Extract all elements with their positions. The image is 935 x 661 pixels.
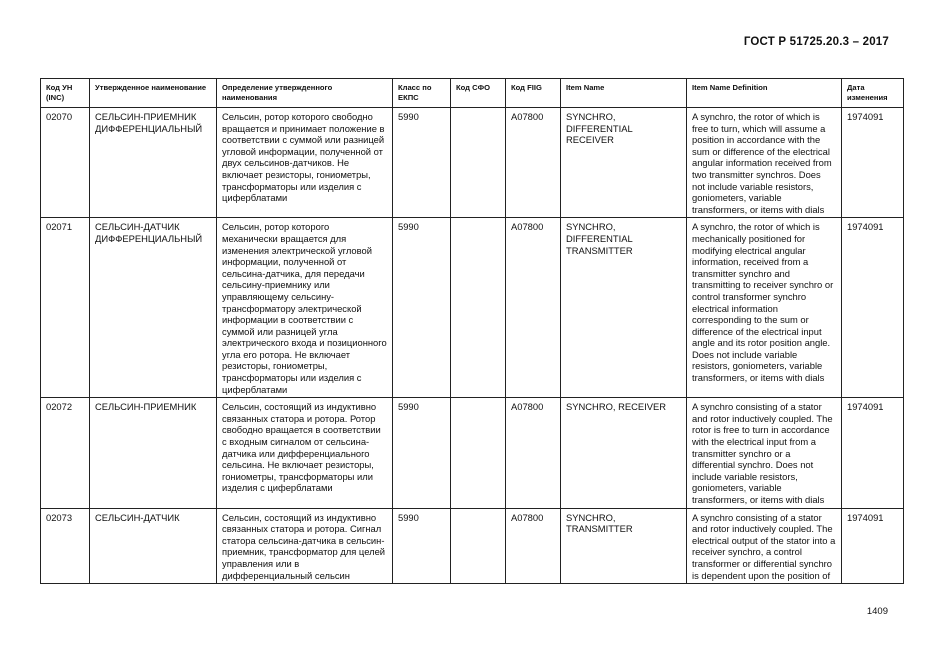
column-header-inc: Код УН (INC) bbox=[41, 79, 90, 108]
document-standard-header: ГОСТ Р 51725.20.3 – 2017 bbox=[743, 36, 889, 48]
column-header-item-name: Item Name bbox=[561, 79, 687, 108]
cell-inc: 02073 bbox=[41, 508, 90, 584]
table-row bbox=[41, 218, 904, 398]
cell-fiig: A07800 bbox=[506, 108, 561, 218]
column-header-sfo: Код СФО bbox=[451, 79, 506, 108]
column-header-definition-ru: Определение утвержденного наименования bbox=[217, 79, 393, 108]
cell-inc: 02071 bbox=[41, 218, 90, 398]
column-header-name-ru: Утвержденное наименование bbox=[90, 79, 217, 108]
cell-inc: 02072 bbox=[41, 398, 90, 508]
column-header-ekps: Класс по ЕКПС bbox=[393, 79, 451, 108]
cell-item-definition: A synchro consisting of a stator and rotor inductively coupled. The rotor is free to turn in accordance with the electrical input from a transmitter synchro or a differential synchro. Does not include variable resistors, goniometers, variable transformers, or items with dials bbox=[687, 398, 842, 508]
cell-ekps: 5990 bbox=[393, 398, 451, 508]
cell-ekps: 5990 bbox=[393, 508, 451, 584]
cell-definition-ru: Сельсин, ротор которого свободно вращается и принимает положение в соответствии с суммой или разницей угловой информации, полученной от двух сельсинов-датчиков. Не включает резисторы, гониометры, трансформаторы или изделия с циферблатами bbox=[217, 108, 393, 218]
table-row bbox=[41, 398, 904, 508]
cell-sfo bbox=[451, 108, 506, 218]
cell-ekps: 5990 bbox=[393, 218, 451, 398]
cell-fiig: A07800 bbox=[506, 398, 561, 508]
cell-name-ru: СЕЛЬСИН-ДАТЧИК bbox=[90, 508, 217, 584]
table-header-row bbox=[41, 79, 904, 108]
cell-fiig: A07800 bbox=[506, 508, 561, 584]
catalog-table bbox=[40, 78, 904, 584]
cell-item-definition: A synchro, the rotor of which is free to turn, which will assume a position in accordance with the sum or difference of the electrical angular information received from two transmitter synchros. Does not include variable resistors, goniometers, variable transformers, or items with dials bbox=[687, 108, 842, 218]
cell-sfo bbox=[451, 218, 506, 398]
page-number: 1409 bbox=[866, 606, 888, 617]
cell-inc: 02070 bbox=[41, 108, 90, 218]
cell-item-definition: A synchro, the rotor of which is mechanically positioned for modifying electrical angular information, received from a transmitter synchro and transmitting to receiver synchro or control transformer synchro electrical information corresponding to the sum or difference of the electrical input angle and its rotor position angle. Does not include variable resistors, goniometers, variable transformers, or items with dials bbox=[687, 218, 842, 398]
column-header-item-definition: Item Name Definition bbox=[687, 79, 842, 108]
cell-fiig: A07800 bbox=[506, 218, 561, 398]
cell-date: 1974091 bbox=[842, 508, 904, 584]
cell-item-definition: A synchro consisting of a stator and rotor inductively coupled. The electrical output of the stator into a receiver synchro, a control transformer or differential synchro is dependent upon the position of bbox=[687, 508, 842, 584]
cell-date: 1974091 bbox=[842, 108, 904, 218]
cell-item-name: SYNCHRO, RECEIVER bbox=[561, 398, 687, 508]
column-header-date: Дата изменения bbox=[842, 79, 904, 108]
cell-item-name: SYNCHRO, DIFFERENTIAL TRANSMITTER bbox=[561, 218, 687, 398]
cell-item-name: SYNCHRO, TRANSMITTER bbox=[561, 508, 687, 584]
cell-item-name: SYNCHRO, DIFFERENTIAL RECEIVER bbox=[561, 108, 687, 218]
cell-sfo bbox=[451, 398, 506, 508]
cell-date: 1974091 bbox=[842, 218, 904, 398]
cell-name-ru: СЕЛЬСИН-ПРИЕМНИК bbox=[90, 398, 217, 508]
cell-definition-ru: Сельсин, состоящий из индуктивно связанных статора и ротора. Ротор свободно вращается в соответствии с входным сигналом от сельсина-датчика или дифференциального сельсина. Не включает резисторы, гониометры, трансформаторы или изделия с циферблатами bbox=[217, 398, 393, 508]
cell-sfo bbox=[451, 508, 506, 584]
cell-definition-ru: Сельсин, ротор которого механически вращается для изменения электрической угловой информации, полученной от сельсина-датчика, для передачи сельсину-приемнику или управляющему сельсину-трансформатору электрической информации в соответствии с суммой или разницей угла электрического входа и позиционного угла его ротора. Не включает резисторы, гониометры, трансформаторы или изделия с циферблатами bbox=[217, 218, 393, 398]
column-header-fiig: Код FIIG bbox=[506, 79, 561, 108]
cell-definition-ru: Сельсин, состоящий из индуктивно связанных статора и ротора. Сигнал статора сельсина-датчика в сельсин-приемник, трансформатор для целей управления или в дифференциальный сельсин bbox=[217, 508, 393, 584]
cell-name-ru: СЕЛЬСИН-ДАТЧИК ДИФФЕРЕНЦИАЛЬНЫЙ bbox=[90, 218, 217, 398]
cell-ekps: 5990 bbox=[393, 108, 451, 218]
cell-name-ru: СЕЛЬСИН-ПРИЕМНИК ДИФФЕРЕНЦИАЛЬНЫЙ bbox=[90, 108, 217, 218]
table-row bbox=[41, 508, 904, 584]
table-row bbox=[41, 108, 904, 218]
cell-date: 1974091 bbox=[842, 398, 904, 508]
